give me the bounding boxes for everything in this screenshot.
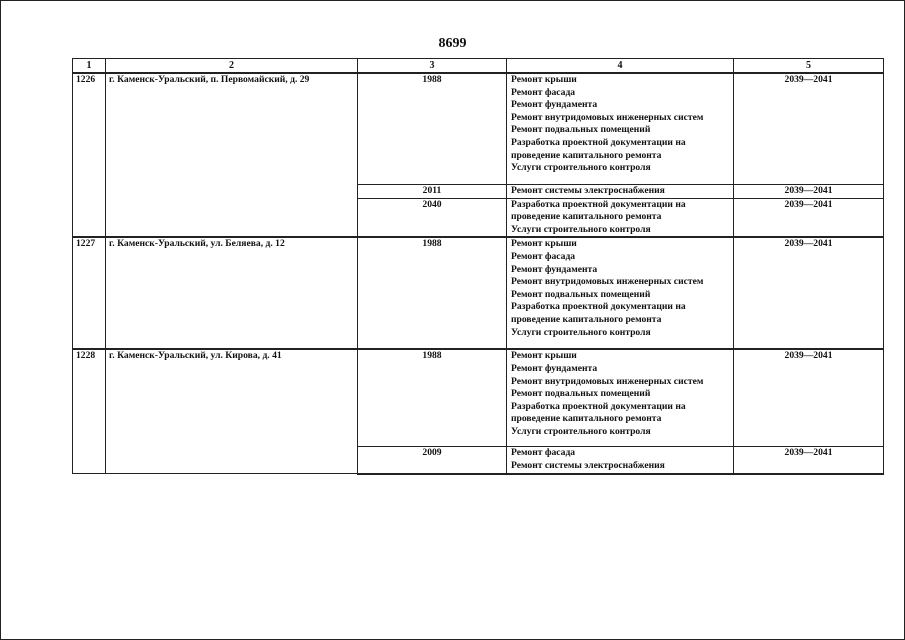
- work-item: Ремонт крыши: [511, 74, 577, 85]
- program-table: [72, 58, 884, 475]
- work-item: Услуги строительного контроля: [511, 425, 651, 437]
- works-cell: [507, 447, 734, 474]
- period-cell: 2039—2041: [734, 447, 884, 474]
- work-item: Услуги строительного контроля: [511, 326, 651, 338]
- work-item: проведение капитального ремонта: [511, 211, 662, 223]
- work-item: проведение капитального ремонта: [511, 149, 662, 161]
- work-item: проведение капитального ремонта: [511, 313, 662, 325]
- year-cell: 2009: [358, 447, 507, 474]
- column-header-1: 1: [73, 59, 106, 74]
- work-item: Ремонт фундамента: [511, 263, 598, 275]
- period-cell: 2039—2041: [734, 198, 884, 237]
- work-item: Услуги строительного контроля: [511, 223, 651, 235]
- work-item: Ремонт подвальных помещений: [511, 288, 651, 300]
- works-cell: [507, 185, 734, 199]
- address-cell: г. Каменск-Уральский, ул. Кирова, д. 41: [106, 349, 358, 473]
- works-cell: [507, 198, 734, 237]
- work-item: Ремонт фасада: [511, 250, 576, 262]
- period-cell: 2039—2041: [734, 73, 884, 185]
- work-item: Ремонт системы электроснабжения: [511, 185, 665, 196]
- period-cell: 2039—2041: [734, 237, 884, 349]
- works-cell: [507, 349, 734, 447]
- work-item: Ремонт крыши: [511, 350, 577, 362]
- page-number: 8699: [438, 36, 467, 51]
- work-item: Ремонт подвальных помещений: [511, 124, 651, 136]
- year-cell: 2011: [358, 185, 507, 199]
- table-header-row: [73, 59, 884, 74]
- work-item: Ремонт внутридомовых инженерных систем: [511, 276, 704, 288]
- table-row: [73, 73, 884, 185]
- work-item: Ремонт системы электроснабжения: [511, 459, 665, 471]
- year-cell: 1988: [358, 349, 507, 447]
- table-row: [73, 237, 884, 349]
- work-item: Ремонт подвальных помещений: [511, 388, 651, 400]
- year-cell: 2040: [358, 198, 507, 237]
- address-cell: г. Каменск-Уральский, п. Первомайский, д. 29: [106, 73, 358, 237]
- works-cell: [507, 73, 734, 185]
- work-item: Разработка проектной документации на: [511, 198, 686, 210]
- work-item: Ремонт фундамента: [511, 362, 598, 374]
- work-item: Услуги строительного контроля: [511, 162, 651, 174]
- works-cell: [507, 237, 734, 349]
- column-header-3: 3: [358, 59, 507, 74]
- row-number: 1226: [73, 73, 106, 237]
- column-header-4: 4: [507, 59, 734, 74]
- column-header-2: 2: [106, 59, 358, 74]
- work-item: Разработка проектной документации на: [511, 136, 686, 148]
- row-number: 1227: [73, 237, 106, 349]
- period-cell: 2039—2041: [734, 185, 884, 199]
- period-cell: 2039—2041: [734, 349, 884, 447]
- year-cell: 1988: [358, 237, 507, 349]
- row-number: 1228: [73, 349, 106, 473]
- work-item: Ремонт фасада: [511, 86, 576, 98]
- work-item: Ремонт фасада: [511, 447, 576, 459]
- year-cell: 1988: [358, 73, 507, 185]
- address-cell: г. Каменск-Уральский, ул. Беляева, д. 12: [106, 237, 358, 349]
- work-item: Ремонт внутридомовых инженерных систем: [511, 375, 704, 387]
- work-item: Ремонт внутридомовых инженерных систем: [511, 111, 704, 123]
- table-row: [73, 349, 884, 447]
- column-header-5: 5: [734, 59, 884, 74]
- work-item: Разработка проектной документации на: [511, 400, 686, 412]
- work-item: Ремонт фундамента: [511, 99, 598, 111]
- work-item: Ремонт крыши: [511, 238, 577, 250]
- work-item: проведение капитального ремонта: [511, 413, 662, 425]
- work-item: Разработка проектной документации на: [511, 301, 686, 313]
